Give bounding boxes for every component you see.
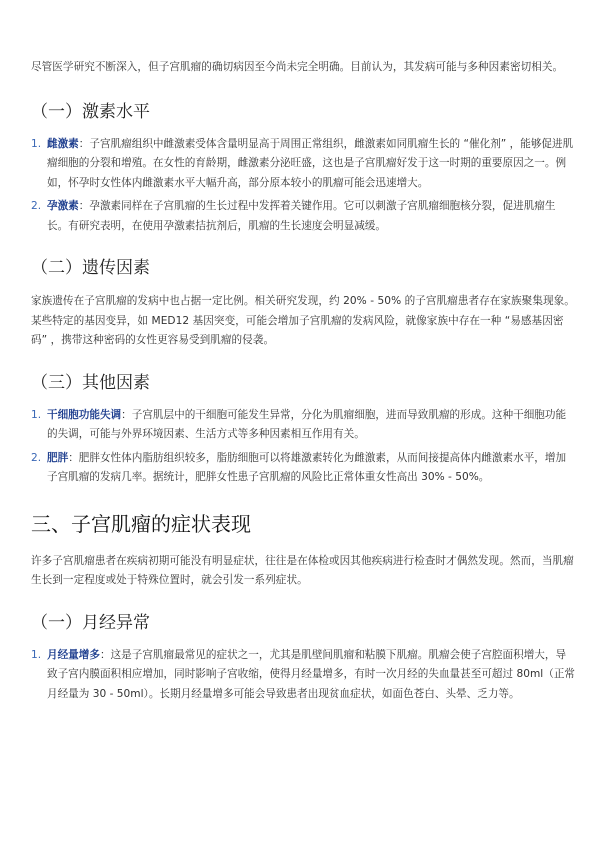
section-heading-hormones: （一）激素水平 xyxy=(31,101,150,122)
genetics-paragraph: 家族遗传在子宫肌瘤的发病中也占据一定比例。相关研究发现，约 20% - 50% 的子宫肌瘤患者存在家族聚集现象。某些特定的基因变异，如 MED12 基因突变，可能会增加子宫肌瘤的发病风险，就像家族中存在一种 “易感基因密码” ，携带这种密码的女性更容易受到肌瘤的侵袭。 xyxy=(31,295,575,346)
list-number: 2. xyxy=(31,200,42,212)
section-heading-other-factors: （三）其他因素 xyxy=(31,372,150,393)
list-number: 1. xyxy=(31,408,42,421)
hormone-list xyxy=(31,135,576,237)
document-page xyxy=(31,58,576,704)
symptoms-intro-paragraph: 许多子宫肌瘤患者在疾病初期可能没有明显症状，往往是在体检或因其他疾病进行检查时才偶然发现。然而，当肌瘤生长到一定程度或处于特殊位置时，就会引发一系列症状。 xyxy=(31,554,574,586)
list-text: ：这是子宫肌瘤最常见的症状之一，尤其是肌壁间肌瘤和粘膜下肌瘤。肌瘤会使子宫腔面积增大，导致子宫内膜面积相应增加，同时影响子宫收缩，使得月经量增多，有时一次月经的失血量甚至可超过 80ml（正常月经量为 30 - 50ml）。长期月经量增多可能会导致患者出现贫血症状，如面色苍白、头晕、乏力等。 xyxy=(47,648,576,700)
other-factors-list xyxy=(31,406,576,488)
list-item-obesity xyxy=(31,449,576,488)
list-item-heavy-flow xyxy=(31,646,576,705)
list-term: 肥胖 xyxy=(47,451,69,464)
chapter-heading-symptoms: 三、子宫肌瘤的症状表现 xyxy=(31,511,251,536)
list-term: 雌激素 xyxy=(47,137,79,150)
list-item-estrogen xyxy=(31,135,576,194)
menstrual-list xyxy=(31,646,576,705)
list-item-stem-cell xyxy=(31,406,576,445)
list-term: 干细胞功能失调 xyxy=(47,408,122,421)
list-text: ：肥胖女性体内脂肪组织较多，脂肪细胞可以将雄激素转化为雌激素，从而间接提高体内雌激素水平，增加子宫肌瘤的发病几率。据统计，肥胖女性患子宫肌瘤的风险比正常体重女性高出 30% - 50%。 xyxy=(47,451,567,483)
list-item-progesterone xyxy=(31,197,576,236)
list-number: 1. xyxy=(31,137,42,150)
list-text: ：子宫肌瘤组织中雌激素受体含量明显高于周围正常组织，雌激素如同肌瘤生长的 “催化剂” ，能够促进肌瘤细胞的分裂和增殖。在女性的育龄期，雌激素分泌旺盛，这也是子宫肌瘤好发于这一时期的重要原因之一。例如，怀孕时女性体内雌激素水平大幅升高，部分原本较小的肌瘤可能会迅速增大。 xyxy=(47,137,574,189)
list-number: 1. xyxy=(31,648,42,661)
list-number: 2. xyxy=(31,451,42,464)
list-text: ：子宫肌层中的干细胞可能发生异常，分化为肌瘤细胞，进而导致肌瘤的形成。这种干细胞功能的失调，可能与外界环境因素、生活方式等多种因素相互作用有关。 xyxy=(47,408,567,440)
intro-paragraph: 尽管医学研究不断深入，但子宫肌瘤的确切病因至今尚未完全明确。目前认为，其发病可能与多种因素密切相关。 xyxy=(31,61,564,73)
list-term: 孕激素 xyxy=(47,200,79,212)
list-term: 月经量增多 xyxy=(47,648,100,661)
section-heading-menstrual: （一）月经异常 xyxy=(31,612,150,633)
list-text: ：孕激素同样在子宫肌瘤的生长过程中发挥着关键作用。它可以刺激子宫肌瘤细胞核分裂，促进肌瘤生长。有研究表明，在使用孕激素拮抗剂后，肌瘤的生长速度会明显减缓。 xyxy=(47,200,556,232)
section-heading-genetics: （二）遗传因素 xyxy=(31,258,150,278)
